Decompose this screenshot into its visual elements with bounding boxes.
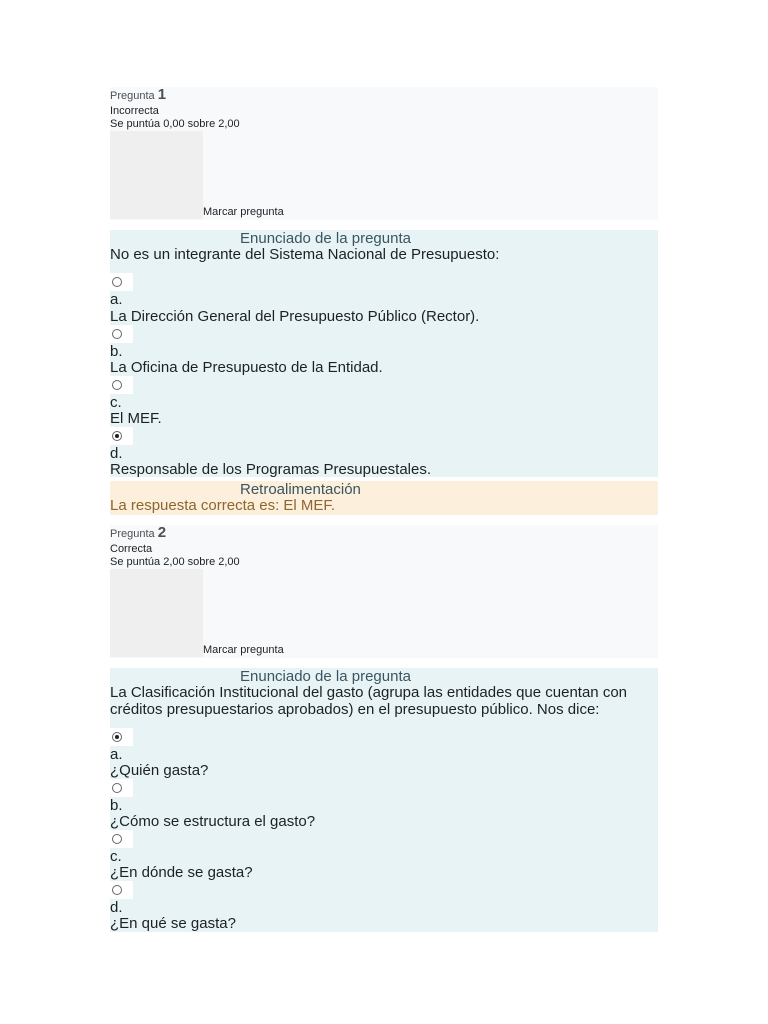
section-title: Enunciado de la pregunta: [240, 230, 411, 247]
option-text[interactable]: El MEF.: [110, 410, 162, 427]
question-label: Pregunta: [110, 90, 155, 102]
flag-question-link[interactable]: Marcar pregunta: [203, 644, 284, 656]
option-letter: a.: [110, 291, 123, 308]
radio-unchecked-icon: [112, 834, 122, 844]
radio-unchecked-icon: [112, 885, 122, 895]
option-letter: c.: [110, 848, 122, 865]
option-b-radio[interactable]: [110, 779, 133, 797]
flag-icon[interactable]: [110, 569, 203, 657]
radio-unchecked-icon: [112, 277, 122, 287]
question-number: 2: [157, 524, 167, 541]
question-grade: Se puntúa 2,00 sobre 2,00: [110, 556, 240, 568]
option-letter: b.: [110, 797, 123, 814]
option-letter: b.: [110, 343, 123, 360]
question-1-info: [110, 87, 658, 220]
option-text[interactable]: ¿Quién gasta?: [110, 762, 209, 779]
radio-unchecked-icon: [112, 329, 122, 339]
flag-icon[interactable]: [110, 131, 203, 219]
option-c-radio[interactable]: [110, 830, 133, 848]
question-grade: Se puntúa 0,00 sobre 2,00: [110, 118, 240, 130]
option-text[interactable]: La Oficina de Presupuesto de la Entidad.: [110, 359, 383, 376]
radio-checked-icon: [112, 431, 122, 441]
feedback-text: La respuesta correcta es: El MEF.: [110, 497, 336, 514]
question-2-info: [110, 525, 658, 658]
question-1-content: [110, 230, 658, 477]
option-letter: d.: [110, 445, 123, 462]
question-state: Correcta: [110, 543, 153, 555]
option-letter: c.: [110, 394, 122, 411]
flag-question-link[interactable]: Marcar pregunta: [203, 206, 284, 218]
option-a-radio[interactable]: [110, 273, 133, 291]
option-b-radio[interactable]: [110, 325, 133, 343]
option-letter: d.: [110, 899, 123, 916]
question-label: Pregunta: [110, 528, 155, 540]
option-d-radio[interactable]: [110, 427, 133, 445]
radio-unchecked-icon: [112, 380, 122, 390]
question-state: Incorrecta: [110, 105, 159, 117]
option-a-radio[interactable]: [110, 728, 133, 746]
option-text[interactable]: ¿Cómo se estructura el gasto?: [110, 813, 316, 830]
question-number: 1: [157, 86, 167, 103]
question-1-feedback: [110, 481, 658, 515]
option-letter: a.: [110, 746, 123, 763]
section-title: Enunciado de la pregunta: [240, 668, 411, 685]
question-1-header: [110, 87, 166, 104]
radio-unchecked-icon: [112, 783, 122, 793]
option-text[interactable]: ¿En dónde se gasta?: [110, 864, 253, 881]
radio-checked-icon: [112, 732, 122, 742]
option-text[interactable]: ¿En qué se gasta?: [110, 915, 236, 932]
option-c-radio[interactable]: [110, 376, 133, 394]
question-2-header: [110, 525, 166, 542]
option-d-radio[interactable]: [110, 881, 133, 899]
feedback-title: Retroalimentación: [240, 481, 361, 498]
question-2-content: [110, 668, 658, 932]
question-text: No es un integrante del Sistema Nacional de Presupuesto:: [110, 246, 500, 263]
option-text[interactable]: Responsable de los Programas Presupuestales.: [110, 461, 432, 478]
question-text: La Clasificación Institucional del gasto (agrupa las entidades que cuentan con créditos presupuestarios aprobados) en el presupuesto público. Nos dice:: [110, 684, 628, 718]
option-text[interactable]: La Dirección General del Presupuesto Público (Rector).: [110, 308, 480, 325]
